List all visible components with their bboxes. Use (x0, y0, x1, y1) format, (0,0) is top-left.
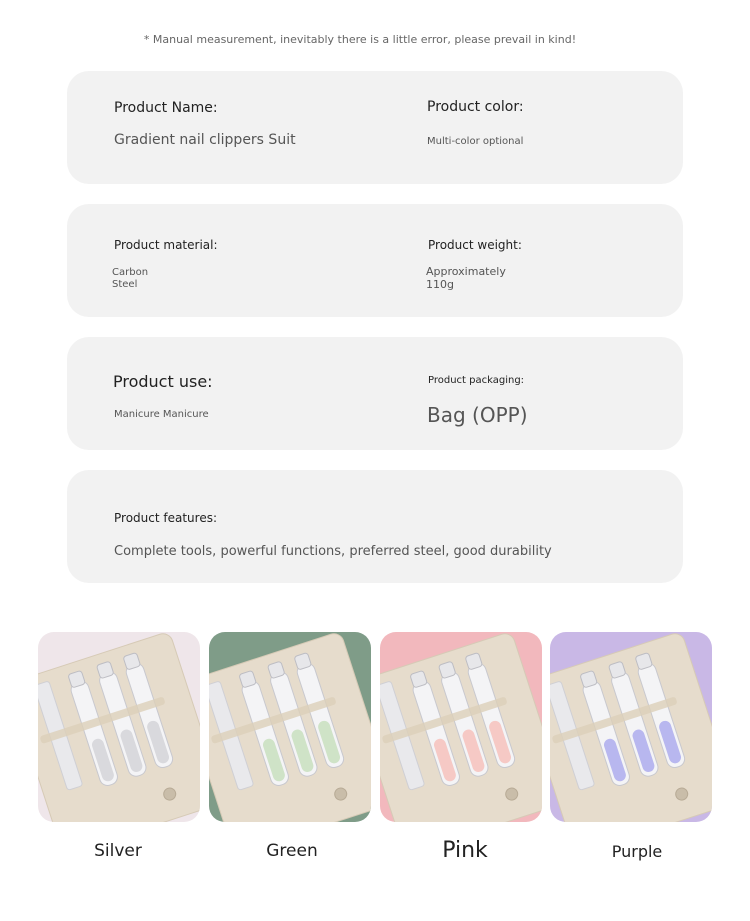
variant-image-silver[interactable] (38, 632, 200, 822)
product-features-value: Complete tools, powerful functions, preferred steel, good durability (114, 544, 552, 559)
variant-image-purple[interactable] (550, 632, 712, 822)
product-material-value: Carbon Steel (112, 267, 149, 290)
variant-label-green: Green (266, 841, 318, 861)
product-packaging-value: Bag (OPP) (427, 403, 528, 427)
product-weight-label: Product weight: (428, 238, 522, 252)
product-features-card (67, 470, 683, 583)
product-name-value: Gradient nail clippers Suit (114, 132, 296, 148)
product-weight-value: Approximately 110g (426, 265, 506, 291)
variant-image-pink[interactable] (380, 632, 542, 822)
product-use-card (67, 337, 683, 450)
product-material-label: Product material: (114, 238, 218, 252)
product-name-card (67, 71, 683, 184)
product-color-value: Multi-color optional (427, 136, 524, 147)
product-features-label: Product features: (114, 511, 217, 525)
product-use-value: Manicure Manicure (114, 409, 209, 420)
product-material-card (67, 204, 683, 317)
variant-image-green[interactable] (209, 632, 371, 822)
product-packaging-label: Product packaging: (428, 375, 525, 386)
product-name-label: Product Name: (114, 100, 218, 116)
variant-label-purple: Purple (611, 842, 663, 861)
product-use-label: Product use: (113, 372, 213, 391)
measurement-note: * Manual measurement, inevitably there is a little error, please prevail in kind! (143, 33, 577, 46)
product-color-label: Product color: (427, 99, 524, 115)
variant-label-pink: Pink (442, 838, 488, 863)
variant-label-silver: Silver (94, 841, 142, 861)
